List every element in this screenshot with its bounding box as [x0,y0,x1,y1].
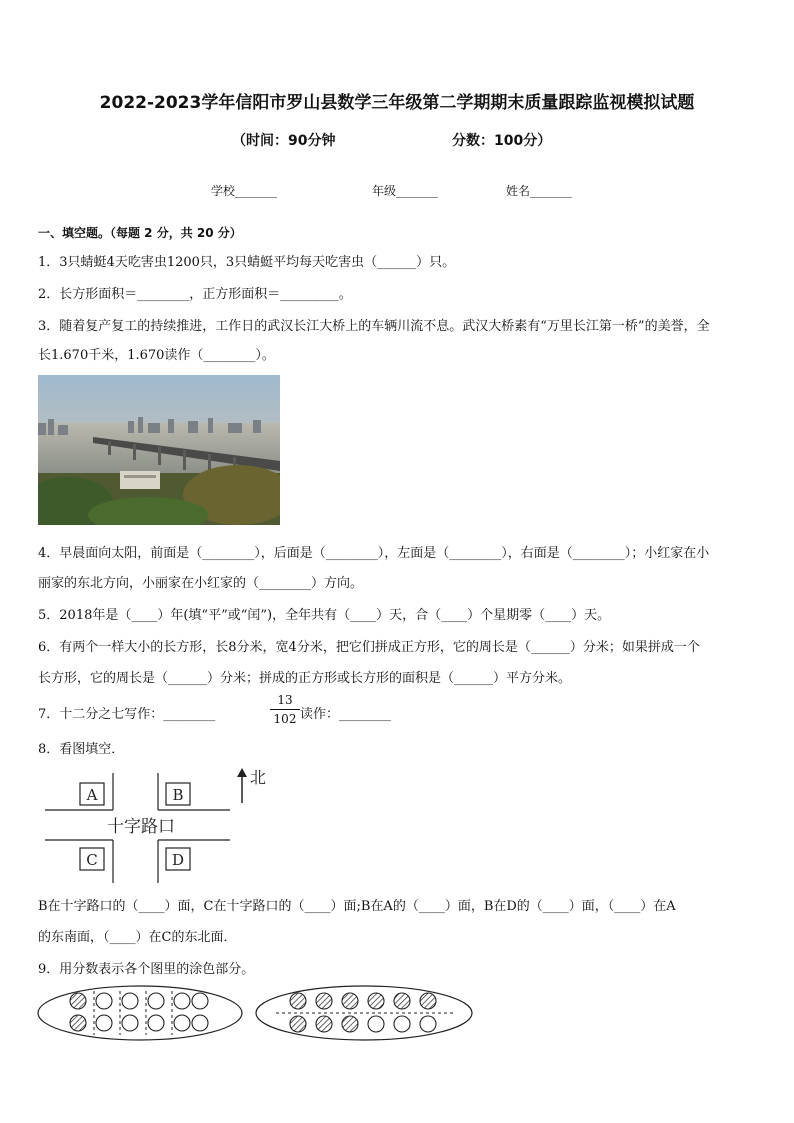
figure-left [38,986,242,1040]
bridge-photo [38,375,280,525]
section-heading: 一、填空题。（每题 2 分，共 20 分） [38,226,242,240]
time-limit: （时间：90分钟 [232,133,336,149]
total-score: 分数：100分） [452,133,552,149]
label-d: D [171,851,185,869]
question-8: 8．看图填空． [38,742,125,757]
question-3-line-2: 长1.670千米，1.670读作（________）。 [38,348,275,363]
north-label: 北 [250,768,267,787]
question-1: 1．3只蜻蜓4天吃害虫1200只，3只蜻蜓平均每天吃害虫（______）只。 [38,255,456,270]
question-6-line-1: 6．有两个一样大小的长方形，长8分米，宽4分米，把它们拼成正方形，它的周长是（______）分米；如果拼成一个 [38,640,700,655]
grade-field: 年级_______ [372,184,439,198]
question-3-line-1: 3．随着复产复工的持续推进，工作日的武汉长江大桥上的车辆川流不息。武汉大桥素有“万里长江第一桥”的美誉，全 [38,319,710,334]
question-4-line-2: 丽家的东北方向，小丽家在小红家的（________）方向。 [38,576,364,591]
question-6-line-2: 长方形，它的周长是（______）分米；拼成的正方形或长方形的面积是（______）平方分米。 [38,671,572,686]
crossroads-label: 十字路口 [107,817,175,837]
fraction-denominator: 102 [273,712,297,726]
name-field: 姓名_______ [506,184,573,198]
figure-right [256,986,472,1040]
label-c: C [86,851,98,869]
fraction-bar [270,709,300,710]
question-2: 2．长方形面积＝________，正方形面积＝_________。 [38,287,352,302]
question-7-part-1: 7．十二分之七写作：________ [38,707,216,722]
exam-title: 2022-2023学年信阳市罗山县数学三年级第二学期期末质量跟踪监视模拟试题 [99,93,695,113]
question-7-part-2: 读作：________ [300,707,392,722]
crossroads-diagram [38,765,278,885]
question-8-line-1: B在十字路口的（____）面，C在十字路口的（____）面;B在A的（____）面，B在D的（____）面，（____）在A [38,899,676,914]
question-9: 9．用分数表示各个图里的涂色部分。 [38,962,255,977]
question-8-line-2: 的东南面，（____）在C的东北面． [38,930,237,945]
fraction-figures [36,983,476,1043]
question-4-line-1: 4．早晨面向太阳，前面是（________），后面是（________），左面是（________），右面是（________）；小红家在小 [38,546,710,561]
fraction [270,692,300,727]
school-field: 学校_______ [211,184,278,198]
label-a: A [86,786,98,804]
north-arrow-icon [237,768,247,803]
question-5: 5．2018年是（____）年(填“平”或“闰”)，全年共有（____）天，合（____）个星期零（____）天。 [38,608,611,623]
label-b: B [172,786,184,804]
fraction-numerator: 13 [277,693,293,707]
